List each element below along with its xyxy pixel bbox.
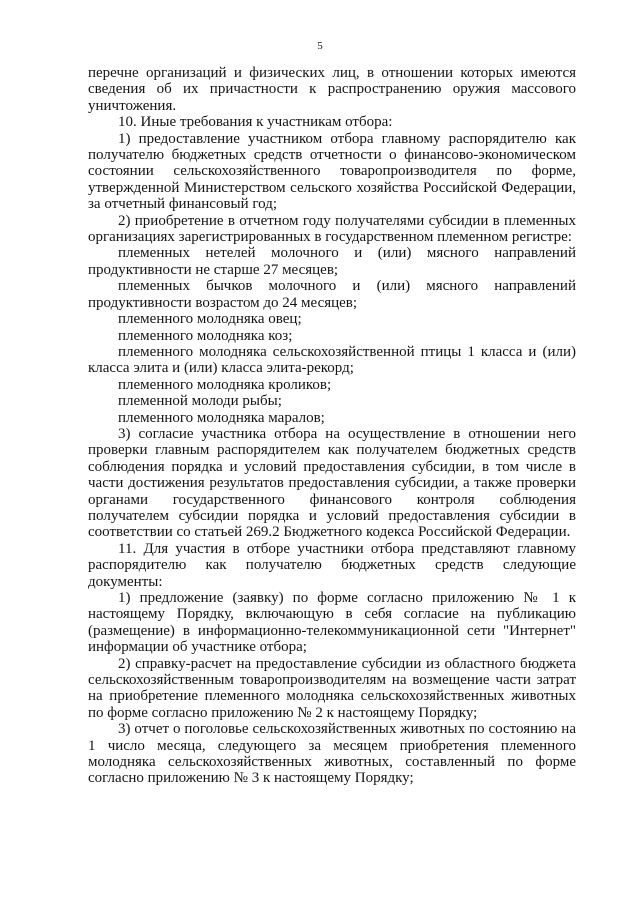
paragraph: 3) согласие участника отбора на осуществление в отношении него проверки главным распорядителем как получателем бюджетных средств соблюдения порядка и условий предоставления субсидии, в том числе в части достижения результатов предоставления субсидии, а также проверки органами государственного финансового контроля соблюдения получателем субсидии порядка и условий предоставления субсидии в соответствии со статьей 269.2 Бюджетного кодекса Российской Федерации. — [88, 425, 576, 541]
paragraph: 11. Для участия в отборе участники отбора представляют главному распорядителю как получателю бюджетных средств следующие документы: — [88, 540, 576, 590]
paragraph: 10. Иные требования к участникам отбора: — [118, 114, 393, 131]
paragraph: 2) справку-расчет на предоставление субсидии из областного бюджета сельскохозяйственным товаропроизводителям на возмещение части затрат на приобретение племенного молодняка сельскохозяйственных животных по форме согласно приложению № 2 к настоящему Порядку; — [88, 655, 576, 721]
paragraph: племенных нетелей молочного и (или) мясного направлений продуктивности не старше 27 месяцев; — [88, 245, 576, 278]
paragraph: племенного молодняка сельскохозяйственной птицы 1 класса и (или) класса элита и (или) класса элита-рекорд; — [88, 343, 576, 377]
paragraph: племенного молодняка коз; — [118, 327, 293, 344]
paragraph: племенного молодняка кроликов; — [118, 376, 332, 393]
document-body — [88, 65, 576, 787]
paragraph: перечне организаций и физических лиц, в отношении которых имеются сведения об их причастности к распространению оружия массового уничтожения. — [88, 65, 576, 114]
paragraph: племенной молоди рыбы; — [118, 393, 282, 410]
paragraph: племенного молодняка овец; — [118, 311, 302, 328]
paragraph: 3) отчет о поголовье сельскохозяйственных животных по состоянию на 1 число месяца, следующего за месяцем приобретения племенного молодняка сельскохозяйственных животных, составленный по форме согласно приложению № 3 к настоящему Порядку; — [88, 721, 576, 787]
paragraph: племенных бычков молочного и (или) мясного направлений продуктивности возрастом до 24 месяцев; — [88, 278, 576, 311]
page-number: 5 — [317, 40, 323, 52]
paragraph: 1) предоставление участником отбора главному распорядителю как получателю бюджетных средств отчетности о финансово-экономическом состоянии сельскохозяйственного товаропроизводителя по форме, утвержденной Министерством сельского хозяйства Российской Федерации, за отчетный финансовый год; — [88, 130, 576, 213]
paragraph: племенного молодняка маралов; — [118, 409, 325, 426]
paragraph: 1) предложение (заявку) по форме согласно приложению № 1 к настоящему Порядку, включающую в себя согласие на публикацию (размещение) в информационно-телекоммуникационной сети "Интернет" информации об участнике отбора; — [88, 590, 576, 656]
paragraph: 2) приобретение в отчетном году получателями субсидии в племенных организациях зарегистрированных в государственном племенном регистре: — [88, 212, 576, 246]
